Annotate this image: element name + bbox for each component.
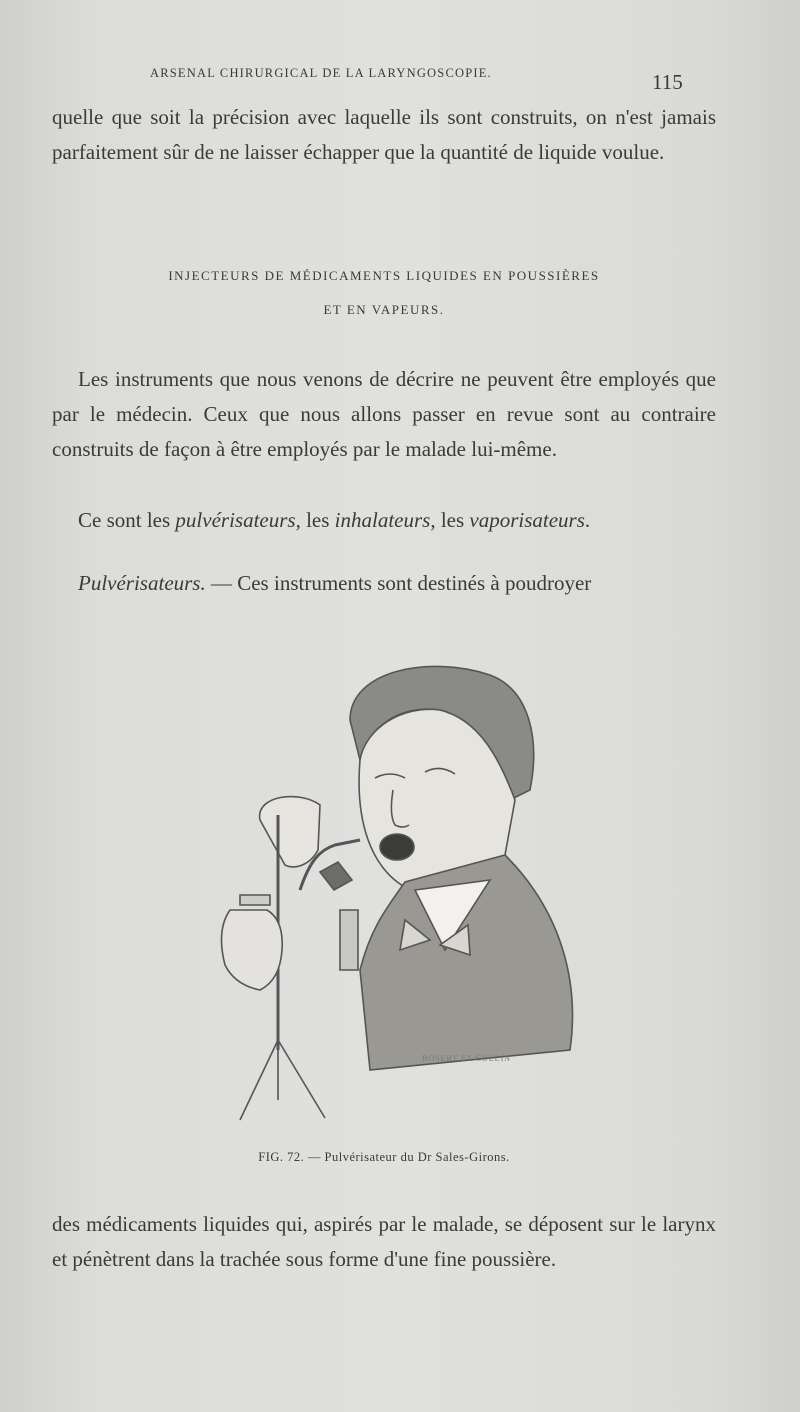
closing-paragraph: des médicaments liquides qui, aspirés par le malade, se déposent sur le larynx et pénètrent dans la trachée sous forme d'une fine poussière. bbox=[52, 1212, 716, 1271]
pulverisateurs-paragraph bbox=[52, 566, 716, 601]
running-title: ARSENAL CHIRURGICAL DE LA LARYNGOSCOPIE. bbox=[150, 66, 492, 80]
para2-suffix: . bbox=[584, 508, 591, 532]
engraver-signature: BOSERT ET CULLIN bbox=[422, 1054, 512, 1063]
pulverisateurs-lead: Pulvérisateurs. bbox=[78, 571, 206, 595]
para2-sep1: , les bbox=[295, 508, 335, 532]
term-inhalateurs: inhalateurs bbox=[334, 508, 431, 532]
section-title-line-2: ET EN VAPEURS. bbox=[323, 302, 445, 317]
para2-sep2: , les bbox=[430, 508, 470, 532]
continuation-paragraph: quelle que soit la précision avec laquelle ils sont construits, on n'est jamais parfaitement sûr de ne laisser échapper que la quantité de liquide voulue. bbox=[52, 105, 716, 164]
instruments-list-paragraph bbox=[52, 503, 716, 538]
figure-caption: FIG. 72. — Pulvérisateur du Dr Sales-Girons. bbox=[258, 1150, 510, 1164]
atomizer-engraving bbox=[200, 650, 600, 1140]
term-pulverisateurs: pulvérisateurs bbox=[175, 508, 296, 532]
term-vaporisateurs: vaporisateurs bbox=[469, 508, 585, 532]
page-number: 115 bbox=[652, 70, 683, 94]
pulverisateurs-text: — Ces instruments sont destinés à poudroyer bbox=[205, 571, 592, 595]
intro-paragraph: Les instruments que nous venons de décrire ne peuvent être employés que par le médecin. Ceux que nous allons passer en revue sont au contraire construits de façon à être employés par le malade lui-même. bbox=[52, 367, 716, 461]
para2-prefix: Ce sont les bbox=[78, 508, 176, 532]
section-title-line-1: INJECTEURS DE MÉDICAMENTS LIQUIDES EN POUSSIÈRES bbox=[168, 268, 600, 283]
